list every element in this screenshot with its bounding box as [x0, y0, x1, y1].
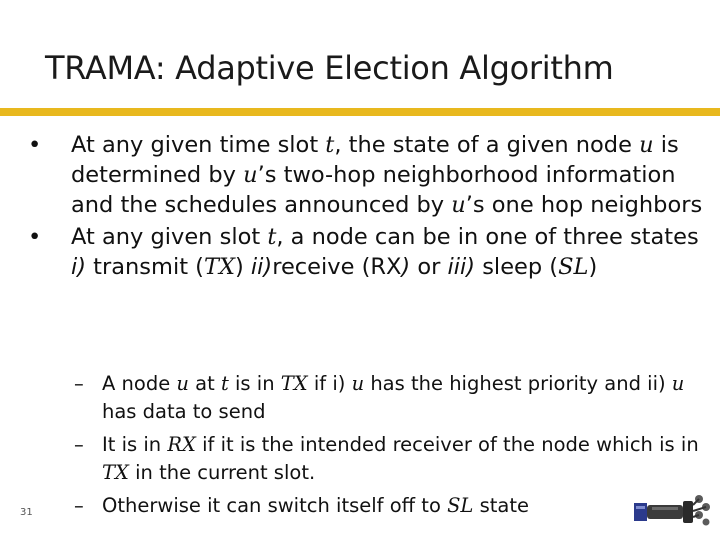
variable: t — [220, 372, 229, 395]
text-run: if i) — [307, 372, 352, 395]
variable: TX — [280, 372, 308, 395]
bullet-item — [28, 130, 708, 220]
title-divider — [0, 108, 720, 116]
variable: u — [351, 372, 365, 395]
dash-marker: – — [74, 494, 84, 517]
variable: SL — [447, 494, 474, 517]
slide-title: TRAMA: Adaptive Election Algorithm — [45, 49, 614, 87]
dash-marker: – — [74, 372, 84, 395]
text-run: if it is the intended receiver of the node which is in — [195, 433, 699, 456]
text-run: has data to send — [102, 400, 266, 423]
variable: u — [671, 372, 685, 395]
text-run: in the current slot. — [128, 461, 316, 484]
sensor-node-logo-icon — [632, 485, 712, 530]
text-run: state — [473, 494, 529, 517]
text-run: , a node can be in one of three states — [276, 224, 699, 250]
variable: t — [325, 132, 335, 158]
text-run: receive (RX — [272, 254, 402, 280]
emphasis: iii) — [447, 254, 476, 280]
text-run: is in — [228, 372, 281, 395]
page-number: 31 — [20, 507, 33, 518]
variable: u — [176, 372, 189, 395]
bullet-marker: • — [28, 224, 42, 250]
bullet-item — [28, 222, 708, 282]
text-run: ) — [588, 254, 598, 280]
text-run: ) — [234, 254, 251, 280]
text-run: sleep ( — [475, 254, 559, 280]
text-run: A node — [102, 372, 177, 395]
text-run: transmit ( — [86, 254, 204, 280]
variable: t — [267, 224, 277, 250]
variable: RX — [167, 433, 196, 456]
text-run: has the highest priority and ii) — [364, 372, 672, 395]
text-run: or — [410, 254, 448, 280]
bullet-marker: • — [28, 132, 42, 158]
sub-bullet-list — [74, 370, 714, 525]
text-run: at — [188, 372, 221, 395]
variable: u — [243, 162, 258, 188]
emphasis: ii) — [250, 254, 273, 280]
text-run: ’s one hop neighbors — [465, 192, 703, 218]
variable: u — [639, 132, 654, 158]
sub-bullet-item — [74, 431, 714, 487]
emphasis: i) — [71, 254, 87, 280]
text-run: It is in — [102, 433, 168, 456]
text-run: ’s two-hop neighborhood information and the schedules announced by — [71, 162, 676, 218]
text-run: Otherwise it can switch itself off to — [102, 494, 448, 517]
emphasis: ) — [401, 254, 411, 280]
variable: TX — [203, 254, 235, 280]
bullet-list — [28, 130, 708, 284]
variable: TX — [102, 461, 129, 484]
sub-bullet-item — [74, 370, 714, 426]
text-run: is determined by — [71, 132, 679, 188]
text-run: At any given time slot — [71, 132, 326, 158]
variable: u — [451, 192, 466, 218]
text-run: At any given slot — [71, 224, 268, 250]
dash-marker: – — [74, 433, 84, 456]
variable: SL — [558, 254, 589, 280]
text-run: , the state of a given node — [334, 132, 640, 158]
sub-bullet-item — [74, 492, 714, 520]
